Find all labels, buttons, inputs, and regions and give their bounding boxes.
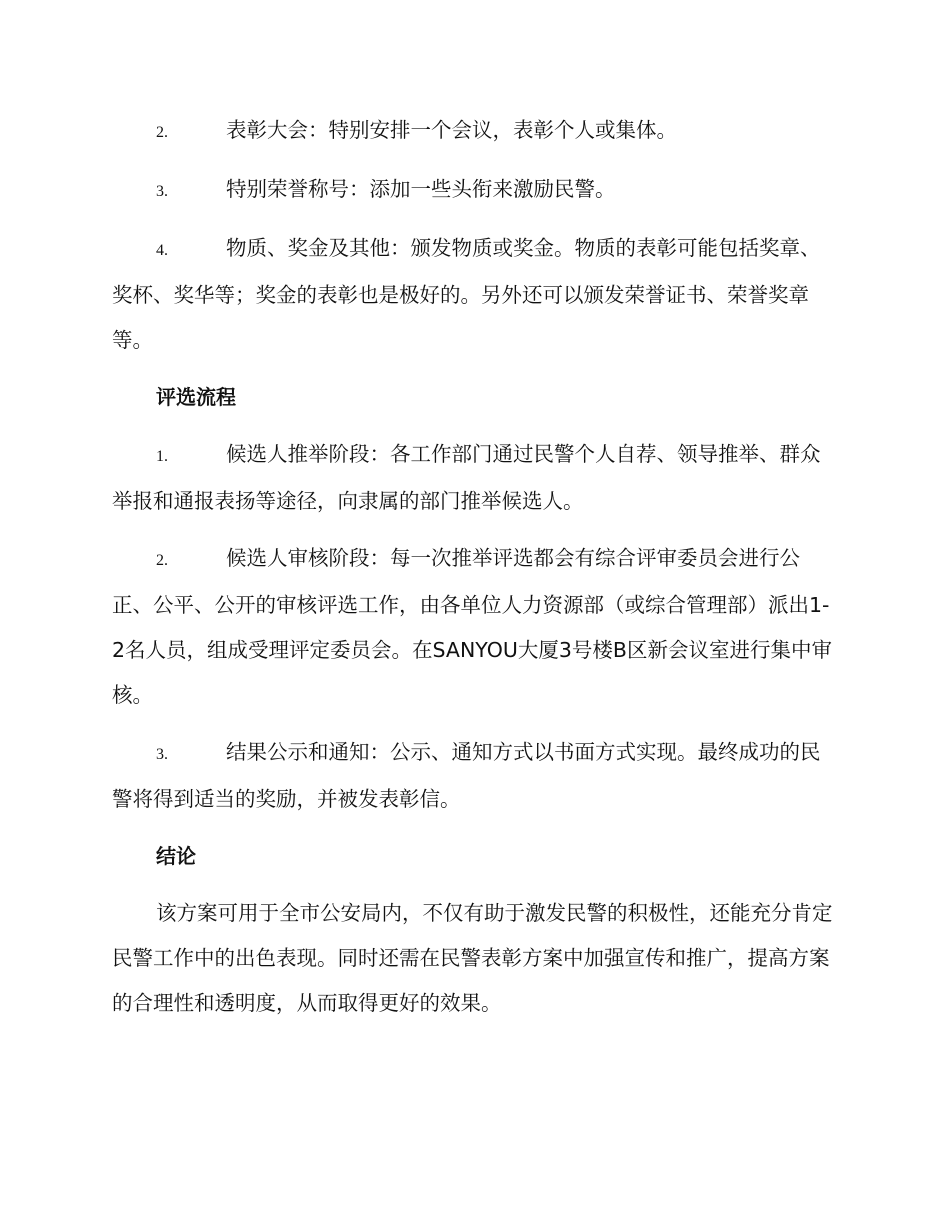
- list-number: 2.: [156, 552, 168, 569]
- list-text: 表彰大会：特别安排一个会议，表彰个人或集体。: [226, 118, 677, 142]
- list-item: [112, 108, 836, 155]
- list-text: 特别荣誉称号：添加一些头衔来激励民警。: [226, 177, 616, 201]
- list-item: [112, 730, 836, 822]
- list-text: 候选人推举阶段：各工作部门通过民警个人自荐、领导推举、群众举报和通报表扬等途径，向隶属的部门推举候选人。: [112, 442, 821, 513]
- list-number: 1.: [156, 448, 168, 465]
- list-number: 4.: [156, 242, 168, 259]
- list-text: 候选人审核阶段：每一次推举评选都会有综合评审委员会进行公正、公平、公开的审核评选工作，由各单位人力资源部（或综合管理部）派出1-2名人员，组成受理评定委员会。在SANYOU大厦3号楼B区新会议室进行集中审核。: [112, 546, 832, 707]
- list-number: 2.: [156, 124, 168, 141]
- document-body: [112, 108, 836, 1038]
- list-number: 3.: [156, 183, 168, 200]
- list-item: [112, 432, 836, 524]
- list-item: [112, 226, 836, 363]
- list-item: [112, 536, 836, 718]
- list-number: 3.: [156, 746, 168, 763]
- list-text: 物质、奖金及其他：颁发物质或奖金。物质的表彰可能包括奖章、奖杯、奖华等；奖金的表彰也是极好的。另外还可以颁发荣誉证书、荣誉奖章等。: [112, 236, 821, 352]
- list-item: [112, 167, 836, 214]
- section-heading-conclusion: 结论: [156, 844, 196, 868]
- conclusion-paragraph: 该方案可用于全市公安局内，不仅有助于激发民警的积极性，还能充分肯定民警工作中的出色表现。同时还需在民警表彰方案中加强宣传和推广，提高方案的合理性和透明度，从而取得更好的效果。: [112, 901, 833, 1015]
- list-text: 结果公示和通知：公示、通知方式以书面方式实现。最终成功的民警将得到适当的奖励，并被发表彰信。: [112, 740, 821, 811]
- section-heading-process: 评选流程: [156, 385, 236, 409]
